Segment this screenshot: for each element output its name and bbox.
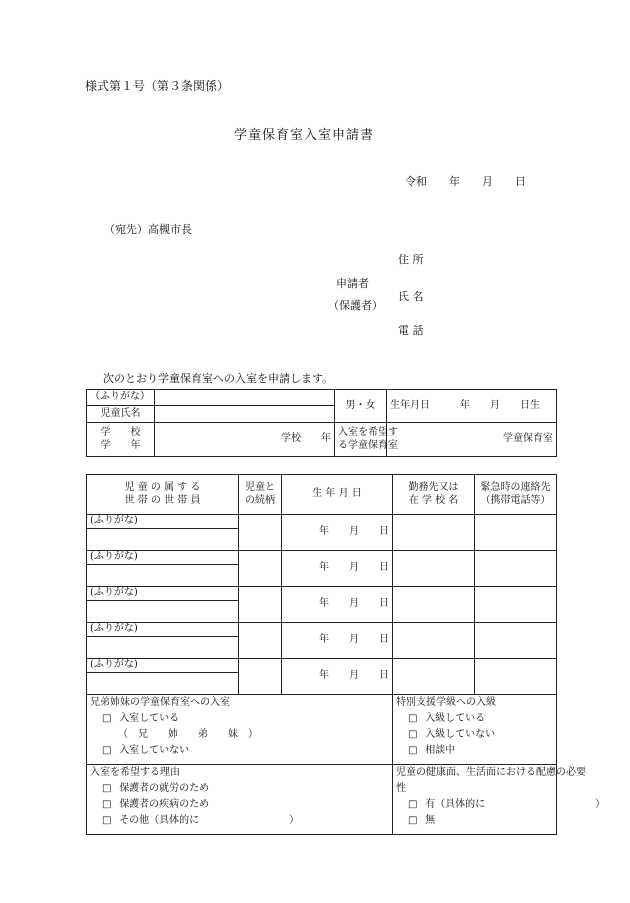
applicant-label: 申請者 bbox=[336, 277, 369, 290]
reason-option-1[interactable]: □ 保護者の就労のため bbox=[90, 781, 389, 797]
household-birth[interactable]: 年 月 日 bbox=[282, 551, 393, 587]
checkbox-icon[interactable]: □ bbox=[408, 745, 418, 756]
desired-room-label: 入室を希望す る学童保育室 bbox=[335, 423, 387, 457]
reason-section bbox=[87, 765, 393, 835]
household-relation[interactable] bbox=[239, 623, 282, 659]
household-header-birth: 生 年 月 日 bbox=[282, 475, 393, 515]
child-info-table bbox=[86, 389, 557, 457]
special-option-3[interactable]: □ 相談中 bbox=[396, 743, 553, 759]
form-number: 様式第１号（第３条関係） bbox=[85, 79, 230, 93]
health-option-no[interactable]: □ 無 bbox=[396, 813, 553, 829]
household-work[interactable] bbox=[393, 515, 475, 551]
household-furigana[interactable]: (ふりがな) bbox=[87, 623, 239, 637]
health-option-yes[interactable]: □ 有（具体的に ） bbox=[396, 797, 553, 813]
desired-room-field[interactable]: 学童保育室 bbox=[387, 423, 557, 457]
special-support-section bbox=[393, 695, 557, 765]
household-contact[interactable] bbox=[475, 659, 557, 695]
special-option-2[interactable]: □ 入級していない bbox=[396, 727, 553, 743]
child-name-label: 児童氏名 bbox=[87, 406, 155, 423]
furigana-field[interactable] bbox=[155, 390, 335, 406]
household-work[interactable] bbox=[393, 623, 475, 659]
furigana-label: （ふりがな） bbox=[87, 390, 155, 406]
checkbox-icon[interactable]: □ bbox=[102, 745, 112, 756]
reason-title: 入室を希望する理由 bbox=[90, 767, 180, 778]
household-work[interactable] bbox=[393, 659, 475, 695]
reason-option-2[interactable]: □ 保護者の疾病のため bbox=[90, 797, 389, 813]
checkbox-icon[interactable]: □ bbox=[102, 815, 112, 826]
household-header-relation: 児童と の続柄 bbox=[239, 475, 282, 515]
household-birth[interactable]: 年 月 日 bbox=[282, 515, 393, 551]
household-name[interactable] bbox=[87, 601, 239, 623]
household-birth[interactable]: 年 月 日 bbox=[282, 659, 393, 695]
applicant-address-label: 住 所 bbox=[398, 253, 424, 266]
household-birth[interactable]: 年 月 日 bbox=[282, 623, 393, 659]
household-name[interactable] bbox=[87, 529, 239, 551]
checkbox-icon[interactable]: □ bbox=[102, 713, 112, 724]
sibling-section bbox=[87, 695, 393, 765]
household-name[interactable] bbox=[87, 673, 239, 695]
household-header-work: 勤務先又は 在 学 校 名 bbox=[393, 475, 475, 515]
checkbox-icon[interactable]: □ bbox=[102, 799, 112, 810]
household-contact[interactable] bbox=[475, 623, 557, 659]
checkbox-icon[interactable]: □ bbox=[408, 713, 418, 724]
household-work[interactable] bbox=[393, 587, 475, 623]
gender-select[interactable]: 男・女 bbox=[335, 390, 387, 423]
household-relation[interactable] bbox=[239, 551, 282, 587]
checkbox-icon[interactable]: □ bbox=[102, 783, 112, 794]
sibling-detail[interactable]: （ 兄 姉 弟 妹 ） bbox=[118, 729, 258, 740]
household-header-member: 児 童 の 属 す る 世 帯 の 世 帯 員 bbox=[87, 475, 239, 515]
household-furigana[interactable]: (ふりがな) bbox=[87, 515, 239, 529]
household-relation[interactable] bbox=[239, 587, 282, 623]
intro-text: 次のとおり学童保育室への入室を申請します。 bbox=[103, 372, 334, 385]
household-work[interactable] bbox=[393, 551, 475, 587]
health-title-cont: 性 bbox=[396, 783, 406, 794]
checkbox-icon[interactable]: □ bbox=[408, 799, 418, 810]
household-furigana[interactable]: (ふりがな) bbox=[87, 659, 239, 673]
school-label: 学 校 学 年 bbox=[87, 423, 155, 457]
applicant-guardian-label: （保護者） bbox=[328, 299, 383, 312]
household-name[interactable] bbox=[87, 565, 239, 587]
household-header-contact: 緊急時の連絡先 （携帯電話等） bbox=[475, 475, 557, 515]
household-contact[interactable] bbox=[475, 551, 557, 587]
reason-option-3[interactable]: □ その他（具体的に ） bbox=[90, 813, 389, 829]
school-field[interactable]: 学校 年 bbox=[155, 423, 335, 457]
birth-field[interactable]: 生年月日 年 月 日生 bbox=[387, 390, 557, 423]
household-furigana[interactable]: (ふりがな) bbox=[87, 551, 239, 565]
health-title: 児童の健康面、生活面における配慮の必要 bbox=[396, 767, 586, 778]
special-title: 特別支援学級への入級 bbox=[396, 697, 496, 708]
form-title: 学童保育室入室申請書 bbox=[234, 128, 375, 143]
checkbox-icon[interactable]: □ bbox=[408, 729, 418, 740]
household-name[interactable] bbox=[87, 637, 239, 659]
addressee: （宛先）高槻市長 bbox=[104, 223, 192, 236]
household-table bbox=[86, 474, 606, 835]
health-section bbox=[393, 765, 606, 835]
sibling-title: 兄弟姉妹の学童保育室への入室 bbox=[90, 697, 230, 708]
household-contact[interactable] bbox=[475, 515, 557, 551]
date-line: 令和 年 月 日 bbox=[405, 175, 526, 188]
household-relation[interactable] bbox=[239, 659, 282, 695]
sibling-option-yes[interactable]: □ 入室している bbox=[90, 711, 389, 727]
household-relation[interactable] bbox=[239, 515, 282, 551]
applicant-name-label: 氏 名 bbox=[398, 290, 424, 303]
household-contact[interactable] bbox=[475, 587, 557, 623]
household-birth[interactable]: 年 月 日 bbox=[282, 587, 393, 623]
applicant-phone-label: 電 話 bbox=[398, 324, 424, 337]
household-furigana[interactable]: (ふりがな) bbox=[87, 587, 239, 601]
checkbox-icon[interactable]: □ bbox=[408, 815, 418, 826]
sibling-option-no[interactable]: □ 入室していない bbox=[90, 743, 389, 759]
special-option-1[interactable]: □ 入級している bbox=[396, 711, 553, 727]
child-name-field[interactable] bbox=[155, 406, 335, 423]
